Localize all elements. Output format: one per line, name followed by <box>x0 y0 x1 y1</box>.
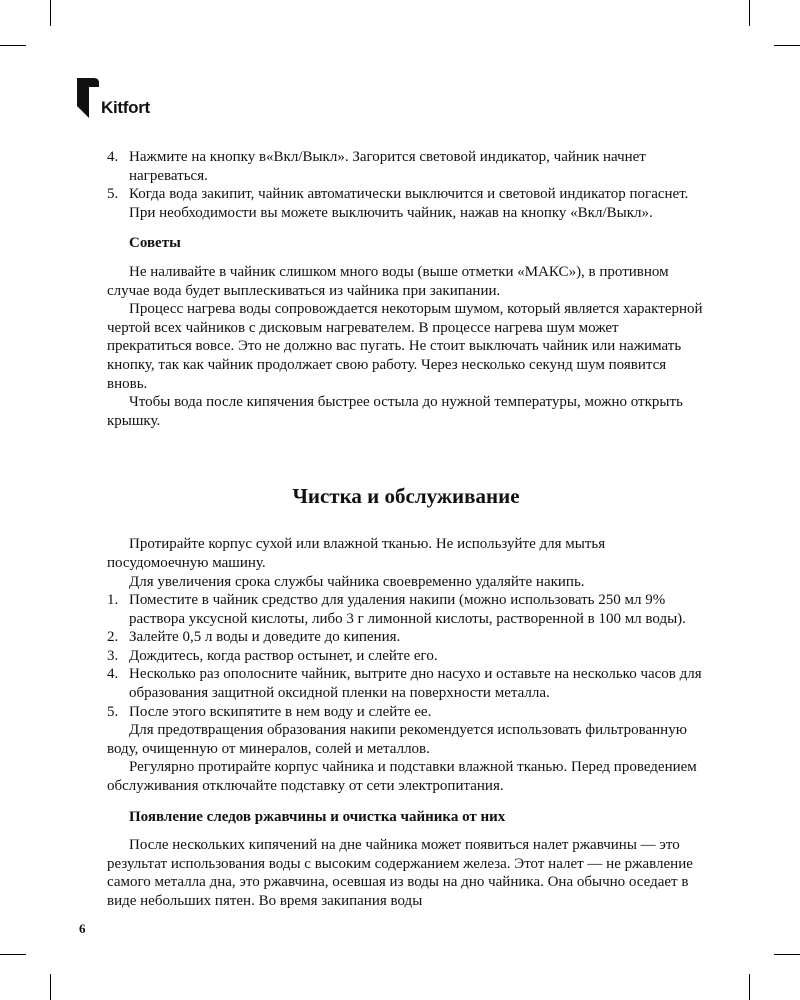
crop-mark <box>0 954 26 955</box>
list-text: Дождитесь, когда раствор остынет, и слейте его. <box>129 647 438 664</box>
paragraph: Чтобы вода после кипячения быстрее остыла до нужной температуры, можно открыть крышку. <box>107 394 683 429</box>
crop-mark <box>749 974 750 1000</box>
paragraph: После нескольких кипячений на дне чайника может появиться налет ржавчины — это результат использования воды с высоким содержанием железа. Этот налет — не ржавление самого металла дна, это ржавчина, осевшая из воды на дно чайника. Она обычно оседает в виде небольших пятен. Во время закипания воды <box>107 837 693 909</box>
brand-name: Kitfort <box>101 98 150 117</box>
list-number: 4. <box>107 666 119 683</box>
paragraph: Регулярно протирайте корпус чайника и подставки влажной тканью. Перед проведением обслуживания отключайте подставку от сети электропитания. <box>107 759 697 795</box>
list-number: 5. <box>107 703 119 720</box>
list-number: 2. <box>107 629 119 646</box>
crop-mark <box>749 0 750 26</box>
list-text: Залейте 0,5 л воды и доведите до кипения. <box>129 629 401 646</box>
page-number: 6 <box>79 921 86 936</box>
step-note: При необходимости вы можете выключить чайник, нажав на кнопку «Вкл/Выкл». <box>129 204 653 221</box>
crop-mark <box>50 974 51 1000</box>
list-number: 3. <box>107 647 119 664</box>
list-item <box>107 647 705 666</box>
list-number: 1. <box>107 592 119 609</box>
list-number: 4. <box>107 149 119 165</box>
paragraph: Для предотвращения образования накипи рекомендуется использовать фильтрованную воду, очищенную от минералов, солей и металлов. <box>107 722 687 757</box>
paragraph: Протирайте корпус сухой или влажной тканью. Не используйте для мытья посудомоечную машину. <box>107 536 606 571</box>
crop-mark <box>774 45 800 46</box>
list-text: После этого вскипятите в нем воду и слейте ее. <box>129 703 432 720</box>
list-text: Поместите в чайник средство для удаления накипи (можно использовать 250 мл 9% раствора уксусной кислоты, либо 3 г лимонной кислоты, растворенной в 100 мл воды). <box>129 592 686 627</box>
paragraph: Не наливайте в чайник слишком много воды (выше отметки «МАКС»), в противном случае вода будет выплескиваться из чайника при закипании. <box>107 263 669 299</box>
tips-heading: Советы <box>129 235 181 252</box>
list-text: Когда вода закипит, чайник автоматически выключится и световой индикатор погаснет. <box>129 186 689 203</box>
list-number: 5. <box>107 186 119 203</box>
paragraph: Процесс нагрева воды сопровождается некоторым шумом, который является характерной чертой всех чайников с дисковым нагревателем. В процессе нагрева шум может прекратиться вовсе. Это не должно вас пугать. Не стоит выключать чайник или нажимать кнопку, так как чайник продолжает свою работу. Через несколько секунд шум появится вновь. <box>107 301 703 392</box>
list-item <box>107 185 705 204</box>
list-item <box>107 628 705 647</box>
crop-mark <box>774 954 800 955</box>
brand-logo <box>77 78 187 118</box>
crop-mark <box>0 45 26 46</box>
kitfort-logo-icon <box>77 78 101 118</box>
section-heading: Чистка и обслуживание <box>292 484 520 509</box>
list-text: Нажмите на кнопку в«Вкл/Выкл». Загорится световой индикатор, чайник начнет нагреваться. <box>129 149 646 184</box>
list-item <box>107 665 705 702</box>
list-item <box>107 703 705 722</box>
paragraph: Для увеличения срока службы чайника своевременно удаляйте накипь. <box>129 573 585 590</box>
crop-mark <box>50 0 51 26</box>
page-content <box>107 148 705 911</box>
list-text: Несколько раз ополосните чайник, вытрите дно насухо и оставьте на несколько часов для образования защитной оксидной пленки на поверхности металла. <box>129 666 702 702</box>
rust-heading: Появление следов ржавчины и очистка чайника от них <box>129 808 506 825</box>
list-item <box>107 591 705 628</box>
list-item <box>107 148 705 185</box>
